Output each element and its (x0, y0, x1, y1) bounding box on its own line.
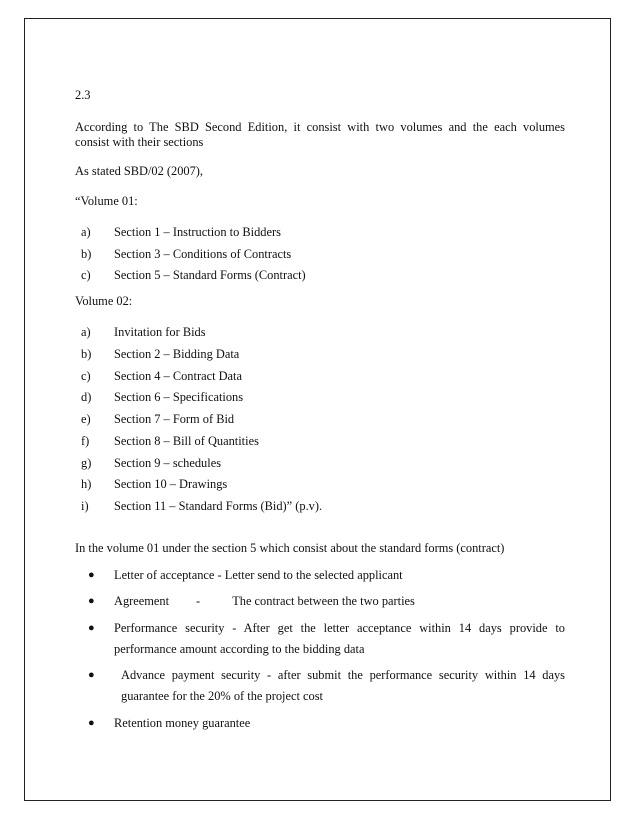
list-item: f) Section 8 – Bill of Quantities (81, 433, 259, 448)
list-item: a) Section 1 – Instruction to Bidders (81, 225, 281, 239)
list-item: c) Section 4 – Contract Data (81, 368, 243, 383)
list-item: e) Section 7 – Form of Bid (81, 412, 235, 427)
list-item: i) Section 11 – Standard Forms (Bid)” (p.v). (81, 498, 323, 513)
volume1-list (75, 225, 565, 283)
list-item: b) Section 3 – Conditions of Contracts (81, 246, 292, 261)
volume2-list (75, 325, 565, 514)
intro-line-1: According to The SBD Second Edition, it consist with two volumes and the each volumes (75, 120, 565, 134)
bullet-icon: ● (88, 621, 95, 634)
bullet-icon: ● (88, 568, 95, 581)
list-item: c) Section 5 – Standard Forms (Contract) (81, 268, 306, 283)
bullet-icon: ● (88, 595, 95, 608)
list-item: a) Invitation for Bids (81, 325, 206, 340)
volume1-heading: “Volume 01: (75, 194, 138, 208)
bullet-icon: ● (88, 669, 95, 682)
list-item: g) Section 9 – schedules (81, 455, 222, 470)
bullet-icon: ● (88, 716, 95, 729)
forms-bullet-list (75, 565, 565, 734)
volume01-intro: In the volume 01 under the section 5 which consist about the standard forms (contract) (75, 540, 505, 555)
list-item: ● Letter of acceptance - Letter send to the selected applicant (75, 565, 565, 586)
document-body (75, 88, 565, 739)
list-item: ● Retention money guarantee (75, 713, 565, 734)
intro-line-2: consist with their sections (75, 135, 204, 149)
list-item: d) Section 6 – Specifications (81, 390, 244, 405)
as-stated-line: As stated SBD/02 (2007), (75, 164, 204, 178)
volume2-heading: Volume 02: (75, 294, 133, 309)
list-item: ● Performance security - After get the letter acceptance within 14 days provide to performance amount according to the bidding data (75, 618, 565, 660)
list-item: ● Advance payment security - after submit the performance security within 14 days guarantee for the 20% of the project cost (75, 665, 565, 707)
intro-paragraph (75, 120, 565, 150)
list-item: b) Section 2 – Bidding Data (81, 347, 240, 362)
section-number: 2.3 (75, 88, 91, 102)
list-item: h) Section 10 – Drawings (81, 477, 228, 492)
list-item: ● Agreement - The contract between the two parties (75, 591, 565, 612)
